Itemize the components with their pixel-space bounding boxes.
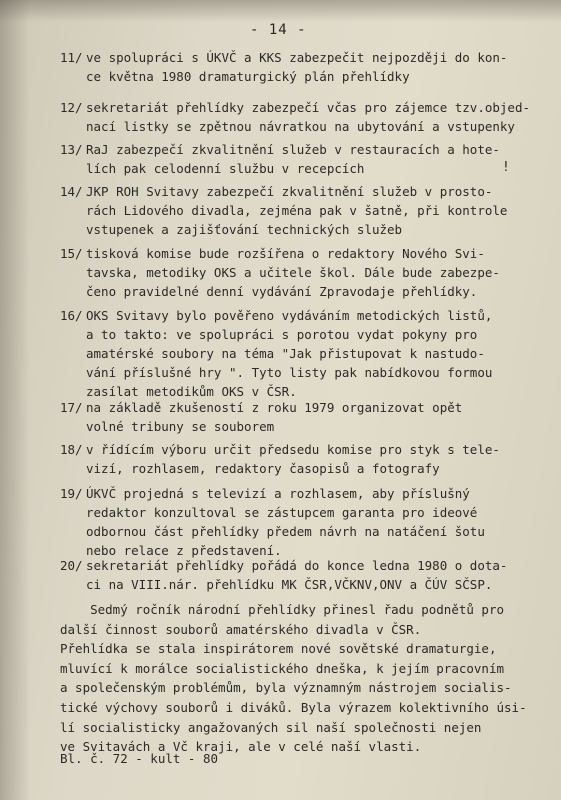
- item-text-line: zasílat metodikům OKS v ČSR.: [86, 384, 297, 399]
- item-text-line: čeno pravidelné denní vydávání Zpravodaje přehlídky.: [86, 284, 478, 299]
- page-shadow-top: [0, 0, 561, 22]
- closing-line: Přehlídka se stala inspirátorem nové sovětské dramaturgie,: [60, 641, 497, 657]
- item-number: 11/: [60, 50, 83, 65]
- item-text-line: RaJ zabezpečí zkvalitnění služeb v restauracích a hote-: [86, 142, 500, 157]
- item-text: [86, 306, 546, 401]
- item-text-line: nebo relace z představení.: [86, 543, 282, 558]
- item-number: 16/: [60, 308, 83, 323]
- item-text-line: odbornou část přehlídky předem návrh na natáčení šotu: [86, 524, 485, 539]
- item-text-line: ce května 1980 dramaturgický plán přehlídky: [86, 69, 410, 84]
- footer-reference: Bl. č. 72 - kult - 80: [60, 751, 219, 766]
- item-text-line: OKS Svitavy bylo pověřeno vydáváním metodických listů,: [86, 308, 493, 323]
- item-text: [86, 556, 546, 594]
- item-text-line: na základě zkušeností z roku 1979 organizovat opět: [86, 400, 463, 415]
- closing-line: mluvící k morálce socialistického dneška, k jejím pracovním: [60, 660, 505, 676]
- item-text: [86, 484, 546, 560]
- item-text: [86, 440, 546, 478]
- item-number: 13/: [60, 142, 83, 157]
- item-text-line: amatérské soubory na téma "Jak přistupovat k nastudo-: [86, 346, 485, 361]
- closing-line: ve Svitavách a Vč kraji, ale v celé naší vlasti.: [60, 739, 422, 755]
- closing-line: tické výchovy souborů i diváků. Byla výrazem kolektivního úsi-: [60, 699, 527, 715]
- item-text: [86, 182, 546, 239]
- item-text-line: a to takto: ve spolupráci s porotou vydat pokyny pro: [86, 327, 478, 342]
- item-number: 20/: [60, 558, 83, 573]
- item-number: 14/: [60, 184, 83, 199]
- item-text-line: nací listky se zpětnou návratkou na ubytování a vstupenky: [86, 119, 515, 134]
- item-text-line: ve spolupráci s ÚKVČ a KKS zabezpečit nejpozději do kon-: [86, 50, 508, 65]
- margin-mark: !: [502, 160, 510, 175]
- item-text: [86, 398, 546, 436]
- item-number: 19/: [60, 486, 83, 501]
- item-text-line: sekretariát přehlídky zabezpečí včas pro zájemce tzv.objed-: [86, 100, 531, 115]
- page-shadow-left: [0, 0, 30, 800]
- closing-line: a společenským problémům, byla významným nástrojem socialis-: [60, 680, 512, 696]
- closing-line: další činnost souborů amatérského divadla v ČSR.: [60, 621, 422, 637]
- item-text-line: ÚKVČ projedná s televizí a rozhlasem, aby příslušný: [86, 486, 470, 501]
- item-text-line: ci na VIII.nár. přehlídku MK ČSR,VČKNV,ONV a ČÚV SČSP.: [86, 577, 493, 592]
- page-number: - 14 -: [250, 22, 307, 38]
- item-text-line: volné tribuny se souborem: [86, 419, 275, 434]
- item-text-line: sekretariát přehlídky pořádá do konce ledna 1980 o dota-: [86, 558, 508, 573]
- item-text-line: JKP ROH Svitavy zabezpečí zkvalitnění služeb v prosto-: [86, 184, 493, 199]
- item-number: 12/: [60, 100, 83, 115]
- item-text: [86, 140, 546, 178]
- item-text-line: rách Lidového divadla, zejména pak v šatně, při kontrole: [86, 203, 508, 218]
- item-text-line: tavska, metodiky OKS a učitele škol. Dále bude zabezpe-: [86, 265, 500, 280]
- item-text: [86, 48, 546, 86]
- item-text-line: v řídícím výboru určit předsedu komise pro styk s tele-: [86, 442, 500, 457]
- closing-paragraph: [60, 600, 540, 757]
- item-text-line: vání příslušné hry ". Tyto listy pak nabídkovou formou: [86, 365, 493, 380]
- item-text: [86, 244, 546, 301]
- item-text-line: tisková komise bude rozšířena o redaktory Nového Svi-: [86, 246, 485, 261]
- item-number: 17/: [60, 400, 83, 415]
- item-number: 15/: [60, 246, 83, 261]
- item-number: 18/: [60, 442, 83, 457]
- item-text-line: lích pak celodenní službu v recepcích: [86, 161, 365, 176]
- item-text-line: redaktor konzultoval se zástupcem garanta pro ideové: [86, 505, 478, 520]
- item-text: [86, 98, 546, 136]
- item-text-line: vizí, rozhlasem, redaktory časopisů a fotografy: [86, 461, 440, 476]
- closing-line: lí socialisticky angažovaných sil naší společnosti nejen: [60, 719, 482, 735]
- closing-line: Sedmý ročník národní přehlídky přinesl řadu podnětů pro: [60, 602, 505, 617]
- item-text-line: vstupenek a zajišťování technických služeb: [86, 222, 403, 237]
